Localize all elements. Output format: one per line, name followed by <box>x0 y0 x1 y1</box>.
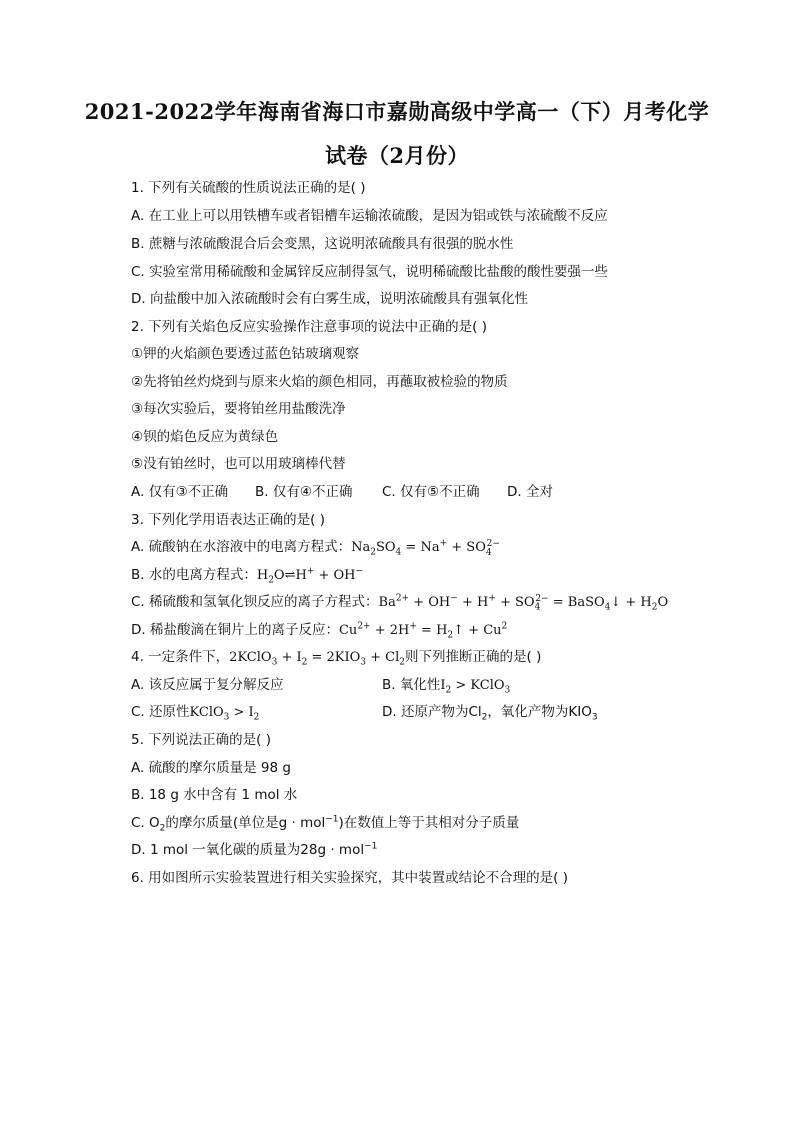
q3-option-d: D. 稀盐酸滴在铜片上的离子反应：$Cu^{2+} + 2H^+$ = $H_2↑ + Cu^2$ <box>131 621 508 641</box>
q3-stem: 3. 下列化学用语表达正确的是( ) <box>131 512 325 528</box>
q4-stem-post: 则下列推断正确的是( ) <box>405 649 542 665</box>
q1-option-c: C. 实验室常用稀硫酸和金属锌反应制得氢气，说明稀硫酸比盐酸的酸性要强一些 <box>131 264 609 280</box>
q4-option-b: B. 氧化性$I_2$ > KClO$_3$ <box>382 677 511 696</box>
q2-statement-4: ④钡的焰色反应为黄绿色 <box>131 429 279 445</box>
exam-title-line2: 试卷（2月份） <box>324 143 470 168</box>
q2-option-c: C. 仅有⑤不正确 <box>382 484 480 500</box>
q2-statement-3: ③每次实验后，要将铂丝用盐酸洗净 <box>131 401 346 417</box>
q2-statement-5: ⑤没有铂丝时，也可以用玻璃棒代替 <box>131 456 346 472</box>
q4-option-c: C. 还原性KClO$_3$ > $I_2$ <box>131 704 260 723</box>
q2-option-b: B. 仅有④不正确 <box>255 484 353 500</box>
q4-option-d-mid: ，氧化产物为KIO <box>487 704 592 720</box>
q3-option-c-text: C. 稀硫酸和氢氧化钡反应的离子方程式： <box>131 594 379 610</box>
q3-option-c: C. 稀硫酸和氢氧化钡反应的离子方程式：$Ba^{2+} + OH^- + H^+ + SO_4^{2-}$ = BaSO$_4$↓ + $H_2O$ <box>131 593 669 613</box>
q5-option-c-pre: C. O <box>131 815 160 831</box>
q5-option-d: D. 1 mol 一氧化碳的质量为28g · mol$^{-1}$ <box>131 841 378 858</box>
q3-option-d-text: D. 稀盐酸滴在铜片上的离子反应： <box>131 622 339 638</box>
q2-statement-1: ①钾的火焰颜色要透过蓝色钴玻璃观察 <box>131 346 360 362</box>
q5-option-d-pre: D. 1 mol 一氧化碳的质量为28g · mol <box>131 842 365 858</box>
q4-stem: 4. 一定条件下，2KClO$_3$ + $I_2 = 2KIO_3 + Cl_2$则下列推断正确的是( ) <box>131 649 542 668</box>
q3-option-b-text: B. 水的电离方程式： <box>131 567 257 583</box>
q5-option-c: C. $O_2$的摩尔质量(单位是g · mol$^{-1}$)在数值上等于其相对分子质量 <box>131 814 520 834</box>
q4-option-c-text: C. 还原性 <box>131 704 190 720</box>
q5-stem: 5. 下列说法正确的是( ) <box>131 732 271 748</box>
q5-option-c-mid: 的摩尔质量(单位是g · mol <box>165 815 326 831</box>
q2-option-d: D. 全对 <box>507 484 553 500</box>
q4-stem-pre: 4. 一定条件下， <box>131 649 230 665</box>
q3-option-a: A. 硫酸钠在水溶液中的电离方程式：$Na_2SO_4 = Na^+ + SO_4^{2-}$ <box>131 538 500 558</box>
q1-option-b: B. 蔗糖与浓硫酸混合后会变黑，这说明浓硫酸具有很强的脱水性 <box>131 236 514 252</box>
q4-option-d-text: D. 还原产物为Cl <box>382 704 482 720</box>
q4-option-a: A. 该反应属于复分解反应 <box>131 677 284 693</box>
q4-option-b-text: B. 氧化性 <box>382 677 441 693</box>
q3-option-b: B. 水的电离方程式：$H_2O\rightleftharpoons H^+ + OH^-$ <box>131 566 364 586</box>
exam-title-line1: 2021-2022学年海南省海口市嘉勋高级中学高一（下）月考化学 <box>84 99 710 124</box>
q4-option-d: D. 还原产物为$Cl_2$，氧化产物为$KIO_3$ <box>382 704 598 723</box>
q2-stem: 2. 下列有关焰色反应实验操作注意事项的说法中正确的是( ) <box>131 319 487 335</box>
q1-stem: 1. 下列有关硫酸的性质说法正确的是( ) <box>131 180 366 196</box>
q5-option-a: A. 硫酸的摩尔质量是 98 g <box>131 760 291 776</box>
q6-stem: 6. 用如图所示实验装置进行相关实验探究，其中装置或结论不合理的是( ) <box>131 870 568 886</box>
q2-option-a: A. 仅有③不正确 <box>131 484 229 500</box>
q2-statement-2: ②先将铂丝灼烧到与原来火焰的颜色相同，再蘸取被检验的物质 <box>131 374 508 390</box>
q1-option-d: D. 向盐酸中加入浓硫酸时会有白雾生成，说明浓硫酸具有强氧化性 <box>131 291 528 307</box>
q5-option-b: B. 18 g 水中含有 1 mol 水 <box>131 787 298 803</box>
q1-option-a: A. 在工业上可以用铁槽车或者铝槽车运输浓硫酸，是因为铝或铁与浓硫酸不反应 <box>131 208 608 224</box>
q5-option-c-post: )在数值上等于其相对分子质量 <box>338 815 520 831</box>
q3-option-a-text: A. 硫酸钠在水溶液中的电离方程式： <box>131 539 352 555</box>
